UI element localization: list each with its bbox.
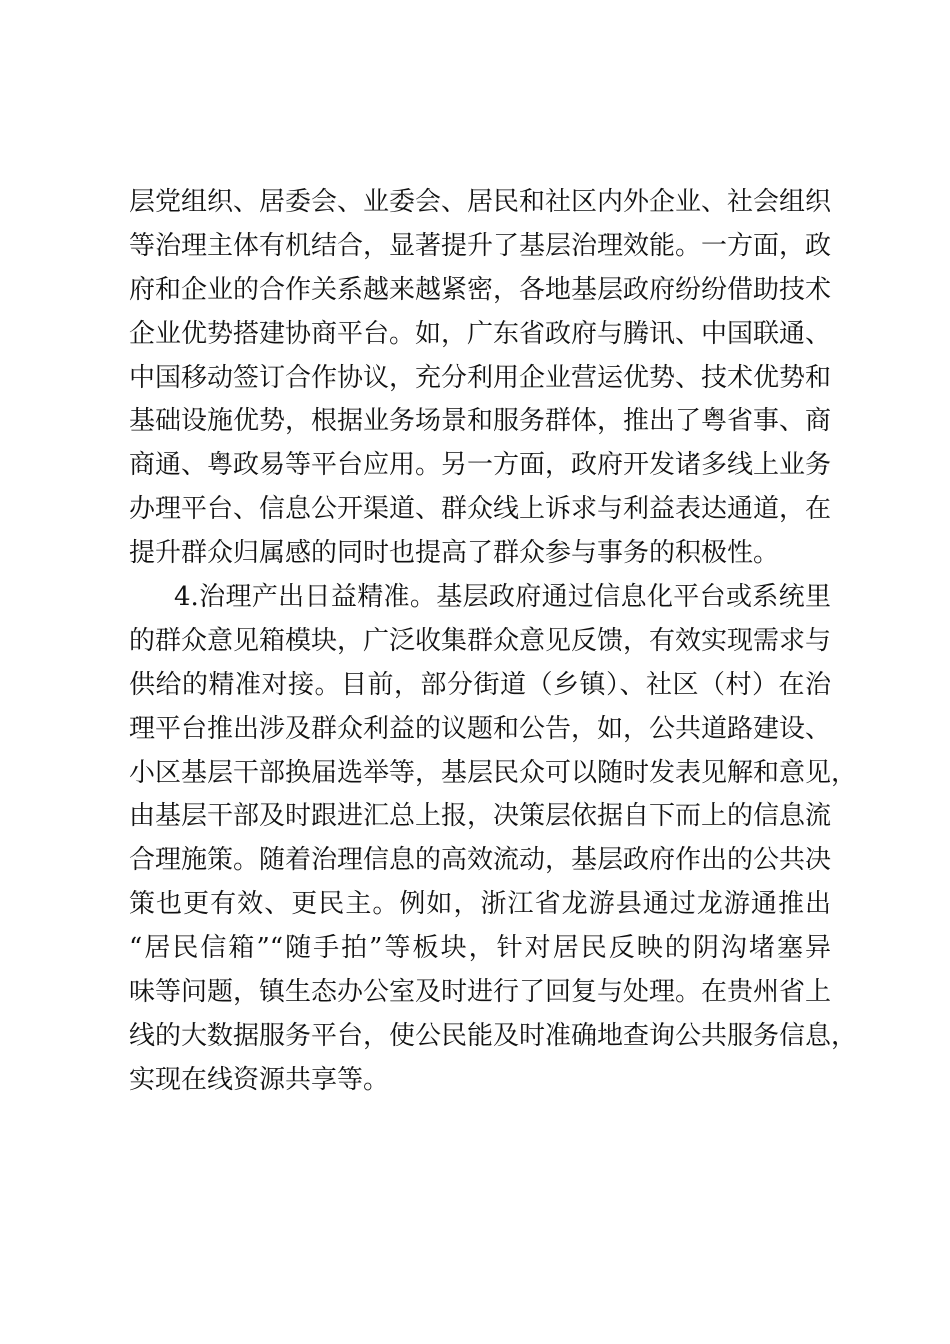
paragraph-1 [129, 181, 831, 576]
text-line: 府和企业的合作关系越来越紧密，各地基层政府纷纷借助技术 [129, 274, 832, 305]
text-line: 基础设施优势，根据业务场景和服务群体，推出了粤省事、商 [129, 406, 832, 437]
text-line: 合理施策。随着治理信息的高效流动，基层政府作出的公共决 [129, 845, 832, 876]
text-line: “居民信箱”“随手拍”等板块，针对居民反映的阴沟堵塞异 [129, 933, 831, 964]
text-line: 提升群众归属感的同时也提高了群众参与事务的积极性。 [129, 538, 780, 569]
text-line: 策也更有效、更民主。例如，浙江省龙游县通过龙游通推出 [129, 889, 831, 920]
text-line: 实现在线资源共享等。 [129, 1064, 390, 1095]
text-line: 理平台推出涉及群众利益的议题和公告，如，公共道路建设、 [129, 713, 832, 744]
text-line: 4.治理产出日益精准。基层政府通过信息化平台或系统里 [174, 582, 831, 613]
text-line: 层党组织、居委会、业委会、居民和社区内外企业、社会组织 [129, 187, 832, 217]
text-line: 企业优势搭建协商平台。如，广东省政府与腾讯、中国联通、 [129, 318, 832, 349]
text-line: 中国移动签订合作协议，充分利用企业营运优势、技术优势和 [129, 362, 832, 393]
text-line: 等治理主体有机结合，显著提升了基层治理效能。一方面，政 [129, 230, 832, 261]
paragraph-2 [129, 576, 858, 1103]
document-body [129, 181, 858, 1103]
text-line: 味等问题，镇生态办公室及时进行了回复与处理。在贵州省上 [129, 977, 832, 1008]
text-line: 商通、粤政易等平台应用。另一方面，政府开发诸多线上业务 [129, 450, 832, 481]
text-line: 线的大数据服务平台，使公民能及时准确地查询公共服务信息， [129, 1020, 858, 1051]
text-line: 办理平台、信息公开渠道、群众线上诉求与利益表达通道，在 [129, 494, 832, 525]
text-line: 的群众意见箱模块，广泛收集群众意见反馈，有效实现需求与 [129, 625, 832, 656]
text-line: 由基层干部及时跟进汇总上报，决策层依据自下而上的信息流 [129, 801, 832, 832]
text-line: 供给的精准对接。目前，部分街道（乡镇）、社区（村）在治 [129, 669, 831, 700]
text-line: 小区基层干部换届选举等，基层民众可以随时发表见解和意见， [129, 757, 858, 788]
